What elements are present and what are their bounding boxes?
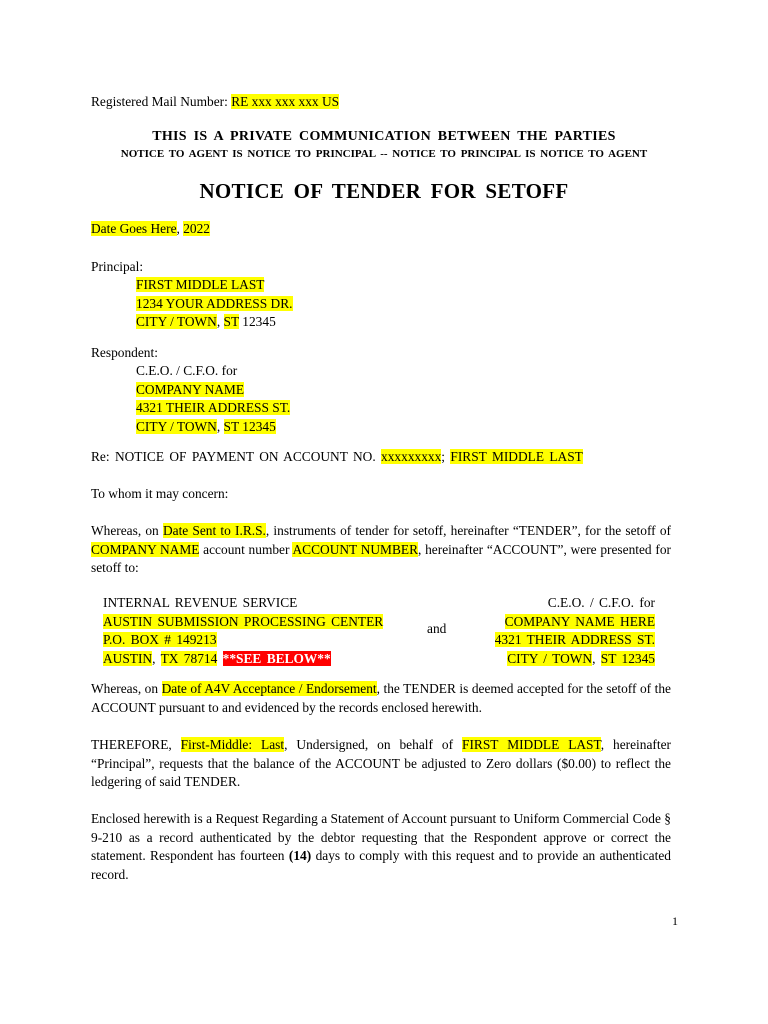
re-separator: ; xyxy=(441,449,451,464)
irs-address-block xyxy=(103,594,383,668)
para3-name-1: First-Middle: Last xyxy=(180,737,285,752)
company-zip: 12345 xyxy=(621,650,655,666)
irs-line-3: P.O. BOX # 149213 xyxy=(103,632,217,647)
registered-mail-label: Registered Mail Number: xyxy=(91,94,232,109)
respondent-role: C.E.O. / C.F.O. for xyxy=(136,363,238,378)
respondent-city: CITY / TOWN xyxy=(136,418,217,434)
respondent-zip: 12345 xyxy=(242,418,276,434)
para2-text-1: Whereas, on xyxy=(91,681,162,696)
irs-comma: , xyxy=(152,650,161,666)
respondent-street: 4321 THEIR ADDRESS ST. xyxy=(136,400,291,415)
re-prefix: Re: NOTICE OF PAYMENT ON ACCOUNT NO. xyxy=(91,449,382,464)
registered-mail-number: RE xxx xxx xxx US xyxy=(231,94,340,109)
document-date xyxy=(91,220,210,239)
salutation: To whom it may concern: xyxy=(91,486,229,501)
agent-notice-heading: NOTICE TO AGENT IS NOTICE TO PRINCIPAL -- NOTICE TO PRINCIPAL IS NOTICE TO AGENT xyxy=(120,148,648,160)
principal-name: FIRST MIDDLE LAST xyxy=(136,277,265,292)
principal-state: ST xyxy=(223,314,239,329)
irs-line-2: AUSTIN SUBMISSION PROCESSING CENTER xyxy=(103,613,384,629)
paragraph-presented xyxy=(91,522,671,578)
respondent-comma: , xyxy=(216,418,224,434)
para4-days: (14) xyxy=(288,848,312,863)
paragraph-acceptance xyxy=(91,680,671,717)
paragraph-therefore xyxy=(91,736,671,792)
respondent-state: ST xyxy=(223,418,239,434)
company-state: ST xyxy=(600,650,617,666)
irs-zip: 78714 xyxy=(183,650,218,666)
company-city: CITY / TOWN xyxy=(507,650,593,666)
para1-text-4: , hereinafter “ACCOUNT”, were presented for setoff to: xyxy=(91,541,671,575)
para2-text-2: , the TENDER is deemed accepted for the setoff of the ACCOUNT pursuant to and evidenced by the records enclosed herewith. xyxy=(91,681,671,715)
principal-city: CITY / TOWN xyxy=(136,314,217,329)
document-title: NOTICE OF TENDER FOR SETOFF xyxy=(199,179,569,203)
company-street: 4321 THEIR ADDRESS ST. xyxy=(494,632,655,647)
re-line xyxy=(91,448,583,467)
and-connector: and xyxy=(427,621,447,636)
registered-mail-line xyxy=(91,93,339,112)
para1-text-1: Whereas, on xyxy=(91,523,163,538)
para1-company: COMPANY NAME xyxy=(91,541,200,557)
irs-state-zip xyxy=(161,651,218,666)
para3-text-2: , Undersigned, on behalf of xyxy=(284,737,463,752)
page-number: 1 xyxy=(672,914,678,928)
company-name: COMPANY NAME HERE xyxy=(504,613,655,629)
company-state-zip xyxy=(601,651,655,666)
private-communication-heading: THIS IS A PRIVATE COMMUNICATION BETWEEN THE PARTIES xyxy=(152,129,616,144)
para1-date-sent: Date Sent to I.R.S. xyxy=(162,523,266,538)
principal-address-block xyxy=(136,276,293,332)
re-name: FIRST MIDDLE LAST xyxy=(450,449,583,464)
para1-text-3: account number xyxy=(199,541,293,557)
para3-text-3: , hereinafter “Principal”, requests that the balance of the ACCOUNT be adjusted to Zero dollars ($0.00) to reflect the ledgering of said TENDER. xyxy=(91,737,671,789)
para3-name-2: FIRST MIDDLE LAST xyxy=(462,737,601,752)
para3-text-1: THEREFORE, xyxy=(91,737,181,752)
respondent-address-block xyxy=(136,362,290,436)
respondent-state-zip xyxy=(224,419,276,434)
re-account-number: xxxxxxxxx xyxy=(381,449,442,464)
company-address-block xyxy=(495,594,655,668)
company-role: C.E.O. / C.F.O. for xyxy=(547,595,655,610)
principal-label: Principal: xyxy=(91,259,144,274)
respondent-company: COMPANY NAME xyxy=(136,381,245,397)
principal-street: 1234 YOUR ADDRESS DR. xyxy=(136,295,293,311)
company-comma: , xyxy=(592,650,601,666)
irs-city: AUSTIN xyxy=(103,650,153,666)
irs-state: TX xyxy=(160,650,179,666)
para2-acceptance-date: Date of A4V Acceptance / Endorsement xyxy=(161,681,377,696)
para1-account: ACCOUNT NUMBER xyxy=(292,541,419,557)
irs-see-below-note: **SEE BELOW** xyxy=(222,650,331,666)
para1-text-2: , instruments of tender for setoff, hereinafter “TENDER”, for the setoff of xyxy=(265,523,671,538)
irs-line-1: INTERNAL REVENUE SERVICE xyxy=(103,595,298,610)
para4-text-2: days to comply with this request and to provide an authenticated record. xyxy=(91,848,671,882)
principal-zip: 12345 xyxy=(238,314,276,329)
respondent-label: Respondent: xyxy=(91,345,158,360)
principal-comma: , xyxy=(216,314,224,329)
para4-text-1: Enclosed herewith is a Request Regarding a Statement of Account pursuant to Uniform Commercial Code § 9-210 as a record authenticated by the debtor requesting that the Respondent approve or correct the statement. Respondent has fourteen xyxy=(91,811,671,863)
paragraph-enclosed xyxy=(91,810,671,884)
date-year: 2022 xyxy=(183,221,210,236)
date-separator: , xyxy=(176,221,184,236)
date-placeholder: Date Goes Here xyxy=(91,221,177,236)
